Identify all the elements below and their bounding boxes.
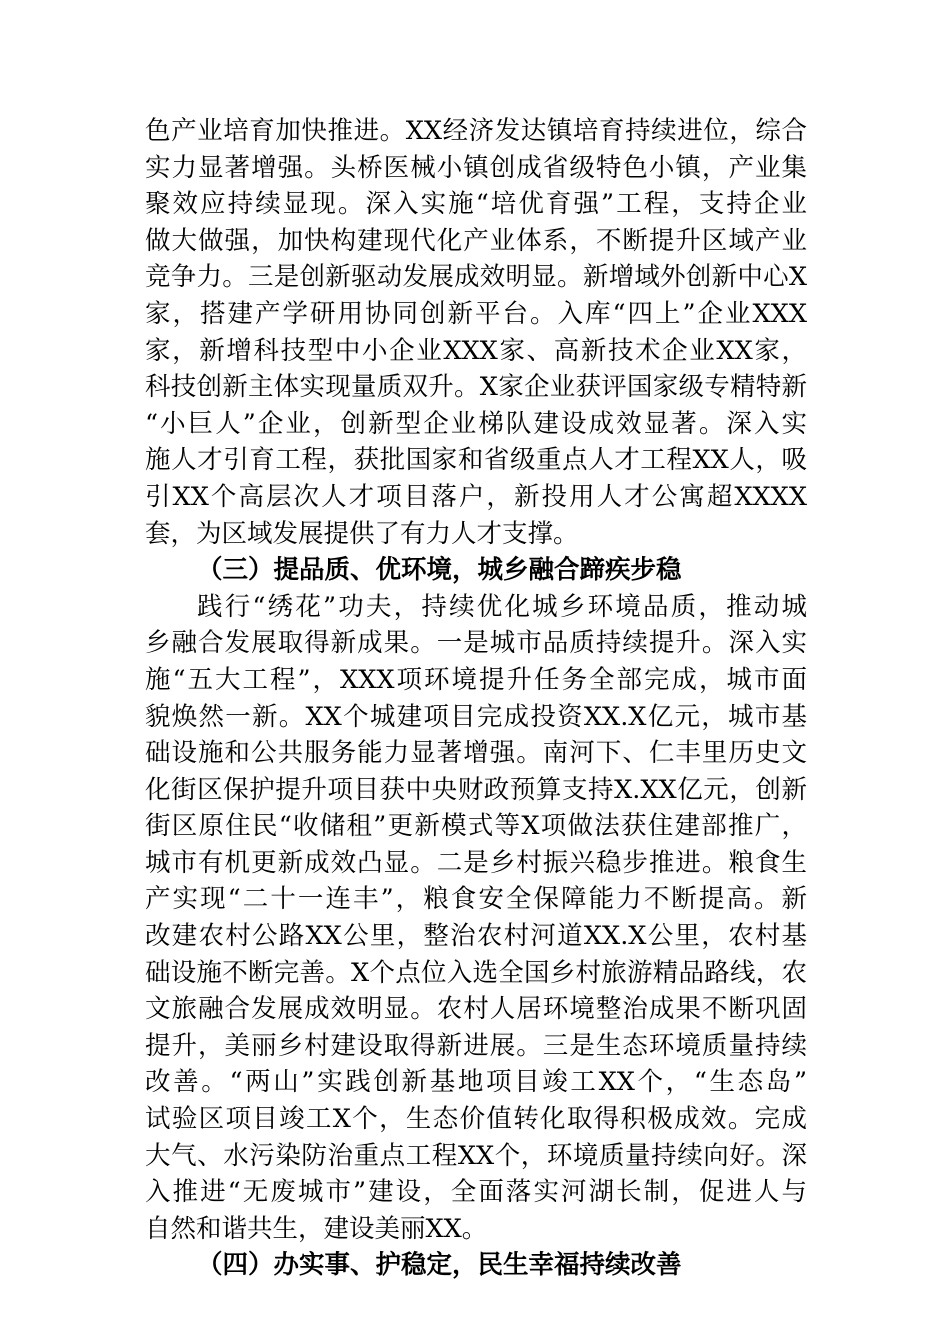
text-line: 础设施和公共服务能力显著增强。南河下、仁丰里历史文 — [145, 738, 807, 769]
text-line: 套，为区域发展提供了有力人才支撑。 — [145, 518, 579, 549]
text-line: 提升，美丽乡村建设取得新进展。三是生态环境质量持续 — [145, 1030, 807, 1061]
paragraph-urban-rural — [145, 589, 807, 1248]
text-line: 乡融合发展取得新成果。一是城市品质持续提升。深入实 — [145, 628, 807, 659]
text-line: 色产业培育加快推进。XX经济发达镇培育持续进位，综合 — [145, 116, 807, 146]
text-line: 改建农村公路XX公里，整治农村河道XX.X公里，农村基 — [145, 921, 807, 952]
text-line: 貌焕然一新。XX个城建项目完成投资XX.X亿元，城市基 — [145, 701, 807, 732]
document-page — [145, 113, 807, 1284]
text-line: 实力显著增强。头桥医械小镇创成省级特色小镇，产业集 — [145, 152, 807, 183]
text-line: 自然和谐共生，建设美丽XX。 — [145, 1213, 488, 1244]
text-line: “小巨人”企业，创新型企业梯队建设成效显著。深入实 — [145, 408, 807, 439]
text-line: 城市有机更新成效凸显。二是乡村振兴稳步推进。粮食生 — [145, 847, 807, 878]
text-line: 家，新增科技型中小企业XXX家、高新技术企业XX家， — [145, 335, 807, 366]
text-line: 施“五大工程”，XXX项环境提升任务全部完成，城市面 — [145, 664, 807, 695]
text-line: 大气、水污染防治重点工程XX个，环境质量持续向好。深 — [145, 1140, 807, 1171]
section-heading-4: （四）办实事、护稳定，民生幸福持续改善 — [197, 1250, 682, 1281]
text-line: 竞争力。三是创新驱动发展成效明显。新增域外创新中心X — [145, 262, 807, 293]
text-line: 化街区保护提升项目获中央财政预算支持X.XX亿元，创新 — [145, 774, 807, 805]
text-line: 产实现“二十一连丰”，粮食安全保障能力不断提高。新 — [145, 884, 807, 915]
text-line: 聚效应持续显现。深入实施“培优育强”工程，支持企业 — [145, 189, 807, 220]
text-line: 践行“绣花”功夫，持续优化城乡环境品质，推动城 — [197, 591, 807, 622]
text-line: 文旅融合发展成效明显。农村人居环境整治成果不断巩固 — [145, 994, 807, 1025]
text-line: 做大做强，加快构建现代化产业体系，不断提升区域产业 — [145, 225, 807, 256]
text-line: 引XX个高层次人才项目落户，新投用人才公寓超XXXX — [145, 481, 807, 512]
text-line: 科技创新主体实现量质双升。X家企业获评国家级专精特新 — [145, 372, 807, 403]
text-line: 施人才引育工程，获批国家和省级重点人才工程XX人，吸 — [145, 445, 807, 476]
text-line: 改善。“两山”实践创新基地项目竣工XX个，“生态岛” — [145, 1067, 807, 1098]
text-line: 家，搭建产学研用协同创新平台。入库“四上”企业XXX — [145, 298, 807, 329]
text-line: 入推进“无废城市”建设，全面落实河湖长制，促进人与 — [145, 1177, 807, 1208]
section-heading-3: （三）提品质、优环境，城乡融合蹄疾步稳 — [197, 555, 682, 586]
paragraph-industry-innovation — [145, 113, 807, 552]
text-line: 街区原住民“收储租”更新模式等X项做法获住建部推广， — [145, 811, 807, 842]
text-line: 础设施不断完善。X个点位入选全国乡村旅游精品路线，农 — [145, 957, 807, 988]
text-line: 试验区项目竣工X个，生态价值转化取得积极成效。完成 — [145, 1104, 807, 1135]
